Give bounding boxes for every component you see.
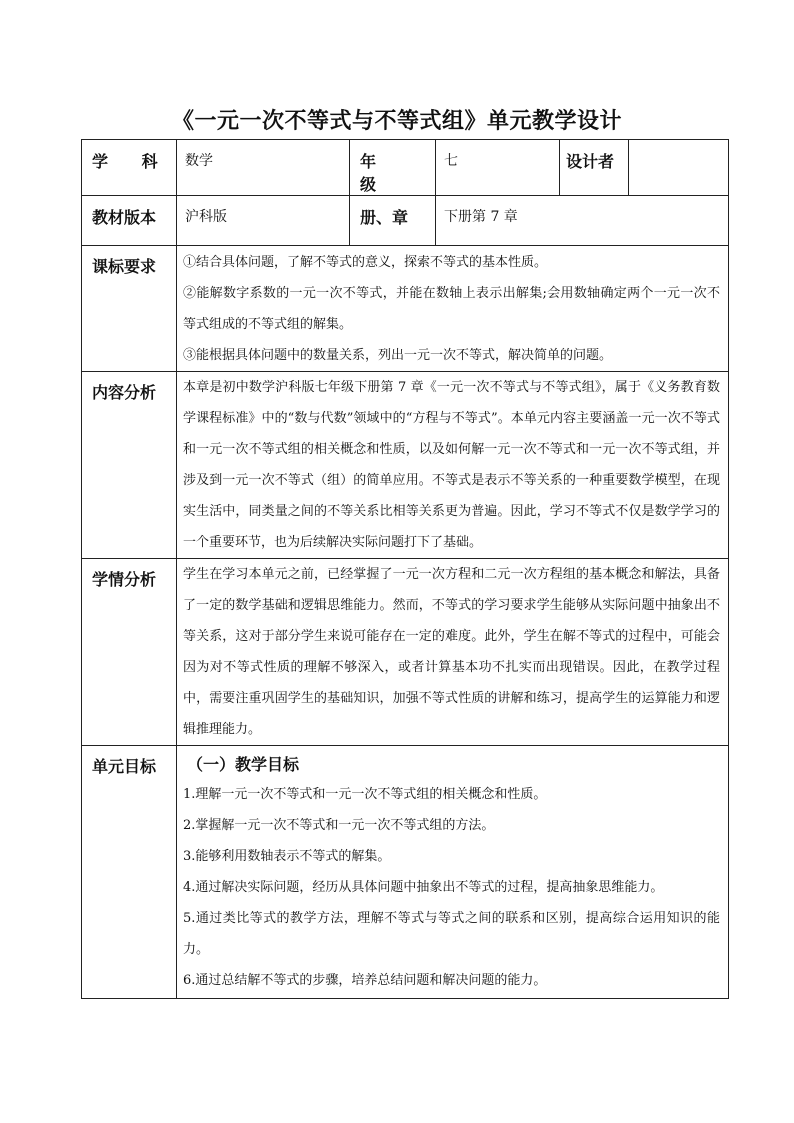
designer-value [629,140,729,196]
subject-value: 数学 [177,140,350,196]
student-analysis-content [177,559,729,746]
content-analysis-label: 内容分析 [82,372,177,559]
edition-label: 教材版本 [82,196,177,246]
goal-item-5: 5.通过类比等式的教学方法，理解不等式与等式之间的联系和区别，提高综合运用知识的能力。 [183,911,720,957]
content-analysis-content [177,372,729,559]
standard-item-1: ①结合具体问题，了解不等式的意义，探索不等式的基本性质。 [183,255,548,270]
student-analysis-row [82,559,729,746]
unit-goals-label: 单元目标 [82,746,177,999]
edition-value: 沪科版 [177,196,350,246]
volume-label: 册、章 [350,196,436,246]
standard-item-2: ②能解数字系数的一元一次不等式，并能在数轴上表示出解集;会用数轴确定两个一元一次不等式组成的不等式组的解集。 [183,286,720,332]
student-analysis-label: 学情分析 [82,559,177,746]
unit-goals-content [177,746,729,999]
content-analysis-row [82,372,729,559]
goal-item-1: 1.理解一元一次不等式和一元一次不等式组的相关概念和性质。 [183,787,547,802]
standards-label: 课标要求 [82,246,177,372]
student-analysis-text: 学生在学习本单元之前，已经掌握了一元一次方程和二元一次方程组的基本概念和解法，具备了一定的数学基础和逻辑思维能力。然而，不等式的学习要求学生能够从实际问题中抽象出不等关系，这对于部分学生来说可能存在一定的难度。此外，学生在解不等式的过程中，可能会因为对不等式性质的理解不够深入，或者计算基本功不扎实而出现错误。因此，在教学过程中，需要注重巩固学生的基础知识，加强不等式性质的讲解和练习，提高学生的运算能力和逻辑推理能力。 [183,567,720,737]
grade-value: 七 [436,140,560,196]
info-row-subject [82,140,729,196]
unit-goals-row [82,746,729,999]
teaching-goals-heading: （一）教学目标 [187,755,300,774]
volume-value: 下册第 7 章 [436,196,729,246]
standard-item-3: ③能根据具体问题中的数量关系，列出一元一次不等式，解决简单的问题。 [183,348,613,363]
page-title: 《一元一次不等式与不等式组》单元教学设计 [171,108,622,134]
design-table [81,139,729,999]
content-analysis-text: 本章是初中数学沪科版七年级下册第 7 章《一元一次不等式与不等式组》，属于《义务教育数学课程标准》中的“数与代数”领域中的“方程与不等式”。本单元内容主要涵盖一元一次不等式和一元一次不等式组的相关概念和性质，以及如何解一元一次不等式和一元一次不等式组，并涉及到一元一次不等式（组）的简单应用。不等式是表示不等关系的一种重要数学模型，在现实生活中，同类量之间的不等关系比相等关系更为普遍。因此，学习不等式不仅是数学学习的一个重要环节，也为后续解决实际问题打下了基础。 [183,380,720,550]
goal-item-4: 4.通过解决实际问题，经历从具体问题中抽象出不等式的过程，提高抽象思维能力。 [183,880,664,895]
standards-row [82,246,729,372]
info-row-edition [82,196,729,246]
subject-label: 学 科 [82,140,177,196]
designer-label: 设计者 [560,140,629,196]
goal-item-6: 6.通过总结解不等式的步骤，培养总结问题和解决问题的能力。 [183,973,547,988]
goal-item-2: 2.掌握解一元一次不等式和一元一次不等式组的方法。 [183,818,495,833]
grade-label: 年 级 [350,140,436,196]
standards-content [177,246,729,372]
goal-item-3: 3.能够利用数轴表示不等式的解集。 [183,849,391,864]
